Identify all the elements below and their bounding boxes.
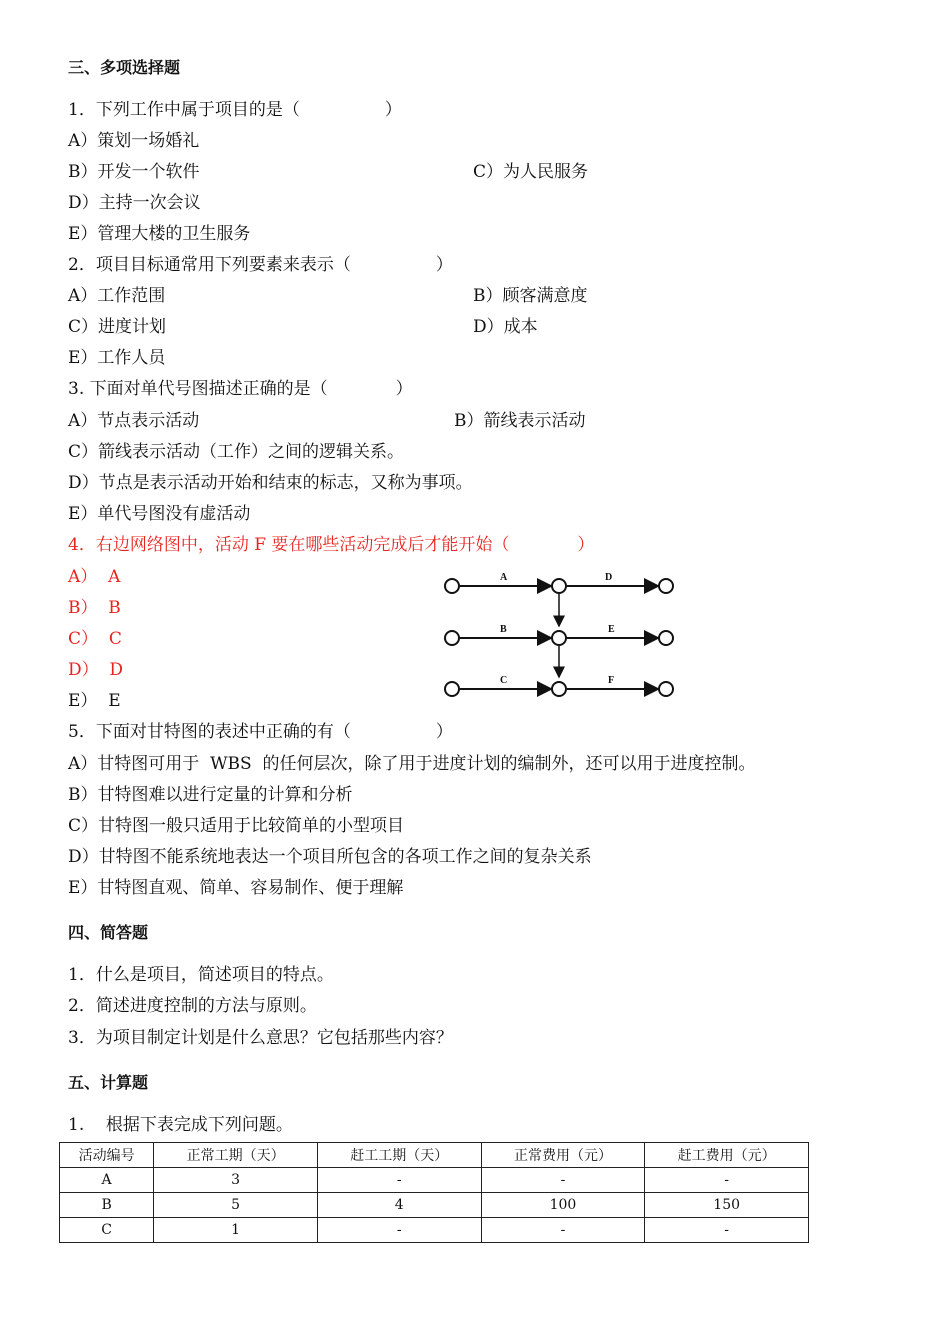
table-cell: - (481, 1218, 645, 1243)
label-e: E (608, 624, 615, 635)
node (552, 682, 566, 696)
table-cell: - (317, 1168, 481, 1193)
q3-option-a: A）节点表示活动 (68, 411, 200, 431)
q1-option-b: B）开发一个软件 (68, 162, 200, 182)
node (659, 682, 673, 696)
table-cell: C (60, 1218, 154, 1243)
q4-option-d: D） D (68, 660, 124, 680)
short-answer-3: 3．为项目制定计划是什么意思？它包括那些内容？ (68, 1028, 453, 1048)
col-normal-cost: 正常费用（元） (481, 1143, 645, 1168)
q2-option-d: D）成本 (473, 317, 538, 337)
col-activity-id: 活动编号 (60, 1143, 154, 1168)
table-header-row (60, 1143, 809, 1168)
section4-title: 四、简答题 (68, 923, 149, 942)
col-crash-duration: 赶工工期（天） (317, 1143, 481, 1168)
col-crash-cost: 赶工费用（元） (645, 1143, 809, 1168)
table-cell: - (645, 1218, 809, 1243)
table-cell: - (645, 1168, 809, 1193)
q2-option-c: C）进度计划 (68, 317, 167, 337)
network-diagram (440, 568, 680, 698)
q3-option-e: E）单代号图没有虚活动 (68, 504, 251, 524)
table-cell: 5 (154, 1193, 318, 1218)
q4-option-e: E） E (68, 691, 121, 711)
table-cell: - (317, 1218, 481, 1243)
short-answer-2: 2．简述进度控制的方法与原则。 (68, 996, 317, 1016)
node (552, 631, 566, 645)
calc-q1: 1. 根据下表完成下列问题。 (68, 1115, 293, 1135)
table-cell: 100 (481, 1193, 645, 1218)
q3-option-d: D）节点是表示活动开始和结束的标志，又称为事项。 (68, 473, 473, 493)
q1-option-a: A）策划一场婚礼 (68, 131, 200, 151)
q5-option-d: D）甘特图不能系统地表达一个项目所包含的各项工作之间的复杂关系 (68, 847, 592, 867)
activity-table (59, 1142, 809, 1243)
label-a: A (500, 572, 508, 583)
node (445, 682, 459, 696)
q5-option-e: E）甘特图直观、简单、容易制作、便于理解 (68, 878, 404, 898)
q5-option-c: C）甘特图一般只适用于比较简单的小型项目 (68, 816, 405, 836)
label-c: C (500, 675, 508, 686)
section5-title: 五、计算题 (68, 1073, 149, 1092)
table-row (60, 1193, 809, 1218)
q1-option-c: C）为人民服务 (473, 162, 589, 182)
q5-option-b: B）甘特图难以进行定量的计算和分析 (68, 785, 353, 805)
q1-stem: 1．下列工作中属于项目的是（ ） (68, 100, 402, 120)
node (445, 579, 459, 593)
q2-option-e: E）工作人员 (68, 348, 166, 368)
label-b: B (500, 624, 507, 635)
q1-option-d: D）主持一次会议 (68, 193, 201, 213)
label-f: F (608, 675, 615, 686)
q4-option-a: A） A (68, 567, 121, 587)
q4-option-c: C） C (68, 629, 122, 649)
q5-stem: 5．下面对甘特图的表述中正确的有（ ） (68, 722, 453, 742)
short-answer-1: 1．什么是项目，简述项目的特点。 (68, 965, 334, 985)
q2-option-a: A）工作范围 (68, 286, 166, 306)
node (659, 631, 673, 645)
label-d: D (605, 572, 613, 583)
table-row (60, 1168, 809, 1193)
table-cell: 150 (645, 1193, 809, 1218)
q3-option-b: B）箭线表示活动 (454, 411, 586, 431)
q5-option-a: A）甘特图可用于 WBS 的任何层次，除了用于进度计划的编制外，还可以用于进度控制。 (68, 754, 756, 774)
table-cell: 1 (154, 1218, 318, 1243)
table-cell: 4 (317, 1193, 481, 1218)
section3-title: 三、多项选择题 (68, 58, 181, 77)
node (552, 579, 566, 593)
col-normal-duration: 正常工期（天） (154, 1143, 318, 1168)
table-cell: - (481, 1168, 645, 1193)
q3-stem: 3. 下面对单代号图描述正确的是（ ） (68, 379, 413, 399)
table-cell: A (60, 1168, 154, 1193)
table-row (60, 1218, 809, 1243)
node (445, 631, 459, 645)
q1-option-e: E）管理大楼的卫生服务 (68, 224, 251, 244)
q3-option-c: C）箭线表示活动（工作）之间的逻辑关系。 (68, 442, 405, 462)
q4-option-b: B） B (68, 598, 121, 618)
table-cell: B (60, 1193, 154, 1218)
table-cell: 3 (154, 1168, 318, 1193)
q4-stem: 4．右边网络图中，活动 F 要在哪些活动完成后才能开始（ ） (68, 535, 595, 555)
q2-option-b: B）顾客满意度 (473, 286, 588, 306)
q2-stem: 2．项目目标通常用下列要素来表示（ ） (68, 255, 453, 275)
node (659, 579, 673, 593)
